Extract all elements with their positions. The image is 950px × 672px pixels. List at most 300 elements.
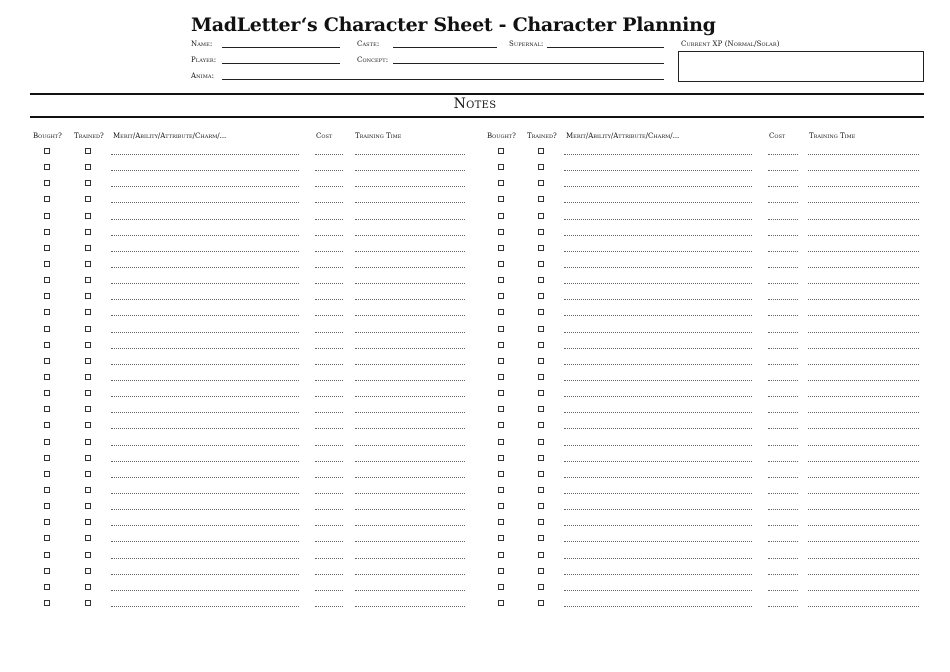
bought-checkbox[interactable] xyxy=(498,326,504,332)
item-field[interactable] xyxy=(111,445,299,446)
trained-checkbox[interactable] xyxy=(85,261,91,267)
cost-field[interactable] xyxy=(768,170,798,171)
item-field[interactable] xyxy=(111,170,299,171)
training-time-field[interactable] xyxy=(808,380,919,381)
cost-field[interactable] xyxy=(315,509,343,510)
training-time-field[interactable] xyxy=(355,364,465,365)
training-time-field[interactable] xyxy=(355,590,465,591)
trained-checkbox[interactable] xyxy=(538,519,544,525)
item-field[interactable] xyxy=(564,525,752,526)
trained-checkbox[interactable] xyxy=(85,180,91,186)
training-time-field[interactable] xyxy=(355,186,465,187)
cost-field[interactable] xyxy=(768,396,798,397)
cost-field[interactable] xyxy=(315,525,343,526)
item-field[interactable] xyxy=(111,283,299,284)
item-field[interactable] xyxy=(111,509,299,510)
cost-field[interactable] xyxy=(768,332,798,333)
bought-checkbox[interactable] xyxy=(44,600,50,606)
trained-checkbox[interactable] xyxy=(538,552,544,558)
item-field[interactable] xyxy=(564,477,752,478)
bought-checkbox[interactable] xyxy=(44,374,50,380)
cost-field[interactable] xyxy=(315,235,343,236)
trained-checkbox[interactable] xyxy=(538,229,544,235)
bought-checkbox[interactable] xyxy=(498,535,504,541)
trained-checkbox[interactable] xyxy=(538,342,544,348)
item-field[interactable] xyxy=(111,364,299,365)
header-bought-right: Bought? xyxy=(487,132,516,140)
cost-field[interactable] xyxy=(768,461,798,462)
cost-field[interactable] xyxy=(315,154,343,155)
item-field[interactable] xyxy=(111,461,299,462)
trained-checkbox[interactable] xyxy=(85,487,91,493)
training-time-field[interactable] xyxy=(355,445,465,446)
bought-checkbox[interactable] xyxy=(44,535,50,541)
item-field[interactable] xyxy=(564,364,752,365)
cost-field[interactable] xyxy=(315,396,343,397)
training-time-field[interactable] xyxy=(355,202,465,203)
bought-checkbox[interactable] xyxy=(498,277,504,283)
bought-checkbox[interactable] xyxy=(44,455,50,461)
item-field[interactable] xyxy=(564,315,752,316)
item-field[interactable] xyxy=(564,574,752,575)
item-field[interactable] xyxy=(564,283,752,284)
trained-checkbox[interactable] xyxy=(538,439,544,445)
trained-checkbox[interactable] xyxy=(538,471,544,477)
item-field[interactable] xyxy=(564,461,752,462)
bought-checkbox[interactable] xyxy=(498,439,504,445)
trained-checkbox[interactable] xyxy=(538,600,544,606)
trained-checkbox[interactable] xyxy=(85,309,91,315)
training-time-field[interactable] xyxy=(355,574,465,575)
training-time-field[interactable] xyxy=(355,558,465,559)
cost-field[interactable] xyxy=(315,170,343,171)
training-time-field[interactable] xyxy=(355,541,465,542)
item-field[interactable] xyxy=(564,509,752,510)
trained-checkbox[interactable] xyxy=(85,164,91,170)
trained-checkbox[interactable] xyxy=(85,584,91,590)
training-time-field[interactable] xyxy=(808,283,919,284)
trained-checkbox[interactable] xyxy=(538,535,544,541)
training-time-field[interactable] xyxy=(808,299,919,300)
cost-field[interactable] xyxy=(315,364,343,365)
cost-field[interactable] xyxy=(768,558,798,559)
trained-checkbox[interactable] xyxy=(85,196,91,202)
training-time-field[interactable] xyxy=(808,574,919,575)
bought-checkbox[interactable] xyxy=(498,519,504,525)
trained-checkbox[interactable] xyxy=(538,422,544,428)
trained-checkbox[interactable] xyxy=(538,358,544,364)
bought-checkbox[interactable] xyxy=(498,229,504,235)
trained-checkbox[interactable] xyxy=(85,293,91,299)
cost-field[interactable] xyxy=(768,477,798,478)
item-field[interactable] xyxy=(564,154,752,155)
bought-checkbox[interactable] xyxy=(498,293,504,299)
trained-checkbox[interactable] xyxy=(538,487,544,493)
bought-checkbox[interactable] xyxy=(498,374,504,380)
training-time-field[interactable] xyxy=(808,186,919,187)
training-time-field[interactable] xyxy=(355,477,465,478)
item-field[interactable] xyxy=(564,202,752,203)
bought-checkbox[interactable] xyxy=(498,503,504,509)
bought-checkbox[interactable] xyxy=(498,309,504,315)
cost-field[interactable] xyxy=(315,477,343,478)
trained-checkbox[interactable] xyxy=(85,213,91,219)
training-time-field[interactable] xyxy=(808,315,919,316)
item-field[interactable] xyxy=(111,428,299,429)
bought-checkbox[interactable] xyxy=(498,584,504,590)
bought-checkbox[interactable] xyxy=(44,148,50,154)
bought-checkbox[interactable] xyxy=(44,245,50,251)
bought-checkbox[interactable] xyxy=(44,422,50,428)
bought-checkbox[interactable] xyxy=(44,229,50,235)
bought-checkbox[interactable] xyxy=(498,487,504,493)
cost-field[interactable] xyxy=(768,154,798,155)
item-field[interactable] xyxy=(111,154,299,155)
bought-checkbox[interactable] xyxy=(498,455,504,461)
bought-checkbox[interactable] xyxy=(44,293,50,299)
bought-checkbox[interactable] xyxy=(44,180,50,186)
bought-checkbox[interactable] xyxy=(44,439,50,445)
trained-checkbox[interactable] xyxy=(85,148,91,154)
item-field[interactable] xyxy=(564,186,752,187)
trained-checkbox[interactable] xyxy=(538,164,544,170)
training-time-field[interactable] xyxy=(808,606,919,607)
training-time-field[interactable] xyxy=(808,493,919,494)
training-time-field[interactable] xyxy=(808,202,919,203)
training-time-field[interactable] xyxy=(808,396,919,397)
training-time-field[interactable] xyxy=(355,315,465,316)
training-time-field[interactable] xyxy=(808,348,919,349)
trained-checkbox[interactable] xyxy=(538,245,544,251)
trained-checkbox[interactable] xyxy=(85,342,91,348)
training-time-field[interactable] xyxy=(355,219,465,220)
bought-checkbox[interactable] xyxy=(44,213,50,219)
cost-field[interactable] xyxy=(768,315,798,316)
item-field[interactable] xyxy=(111,412,299,413)
training-time-field[interactable] xyxy=(355,283,465,284)
bought-checkbox[interactable] xyxy=(44,519,50,525)
item-field[interactable] xyxy=(564,541,752,542)
cost-field[interactable] xyxy=(768,493,798,494)
training-time-field[interactable] xyxy=(355,299,465,300)
bought-checkbox[interactable] xyxy=(498,196,504,202)
player-field[interactable] xyxy=(222,63,340,64)
training-time-field[interactable] xyxy=(808,251,919,252)
cost-field[interactable] xyxy=(768,219,798,220)
item-field[interactable] xyxy=(111,574,299,575)
training-time-field[interactable] xyxy=(355,348,465,349)
training-time-field[interactable] xyxy=(808,412,919,413)
cost-field[interactable] xyxy=(768,380,798,381)
trained-checkbox[interactable] xyxy=(538,374,544,380)
bought-checkbox[interactable] xyxy=(498,422,504,428)
bought-checkbox[interactable] xyxy=(44,471,50,477)
trained-checkbox[interactable] xyxy=(85,552,91,558)
bought-checkbox[interactable] xyxy=(44,568,50,574)
trained-checkbox[interactable] xyxy=(85,600,91,606)
bought-checkbox[interactable] xyxy=(44,390,50,396)
training-time-field[interactable] xyxy=(355,428,465,429)
bought-checkbox[interactable] xyxy=(498,568,504,574)
item-field[interactable] xyxy=(111,219,299,220)
item-field[interactable] xyxy=(564,332,752,333)
trained-checkbox[interactable] xyxy=(538,309,544,315)
supernal-field[interactable] xyxy=(547,47,664,48)
trained-checkbox[interactable] xyxy=(85,374,91,380)
cost-field[interactable] xyxy=(768,541,798,542)
anima-field[interactable] xyxy=(222,79,664,80)
trained-checkbox[interactable] xyxy=(538,180,544,186)
item-field[interactable] xyxy=(564,251,752,252)
trained-checkbox[interactable] xyxy=(538,406,544,412)
trained-checkbox[interactable] xyxy=(538,293,544,299)
cost-field[interactable] xyxy=(768,235,798,236)
cost-field[interactable] xyxy=(315,445,343,446)
cost-field[interactable] xyxy=(768,412,798,413)
trained-checkbox[interactable] xyxy=(85,471,91,477)
trained-checkbox[interactable] xyxy=(85,455,91,461)
training-time-field[interactable] xyxy=(355,251,465,252)
item-field[interactable] xyxy=(564,558,752,559)
header-training-time-left: Training Time xyxy=(355,132,402,140)
training-time-field[interactable] xyxy=(808,170,919,171)
item-field[interactable] xyxy=(564,267,752,268)
trained-checkbox[interactable] xyxy=(85,326,91,332)
item-field[interactable] xyxy=(111,541,299,542)
item-field[interactable] xyxy=(111,493,299,494)
bought-checkbox[interactable] xyxy=(498,552,504,558)
item-field[interactable] xyxy=(564,396,752,397)
cost-field[interactable] xyxy=(768,251,798,252)
cost-field[interactable] xyxy=(315,590,343,591)
cost-field[interactable] xyxy=(315,251,343,252)
item-field[interactable] xyxy=(111,396,299,397)
item-field[interactable] xyxy=(564,493,752,494)
cost-field[interactable] xyxy=(768,509,798,510)
training-time-field[interactable] xyxy=(808,509,919,510)
item-field[interactable] xyxy=(111,590,299,591)
item-field[interactable] xyxy=(564,590,752,591)
item-field[interactable] xyxy=(111,525,299,526)
trained-checkbox[interactable] xyxy=(538,584,544,590)
cost-field[interactable] xyxy=(768,606,798,607)
training-time-field[interactable] xyxy=(808,477,919,478)
training-time-field[interactable] xyxy=(355,606,465,607)
cost-field[interactable] xyxy=(315,541,343,542)
training-time-field[interactable] xyxy=(808,364,919,365)
caste-field[interactable] xyxy=(393,47,497,48)
bought-checkbox[interactable] xyxy=(44,326,50,332)
item-field[interactable] xyxy=(564,412,752,413)
cost-field[interactable] xyxy=(315,428,343,429)
bought-checkbox[interactable] xyxy=(44,358,50,364)
cost-field[interactable] xyxy=(315,315,343,316)
item-field[interactable] xyxy=(111,348,299,349)
trained-checkbox[interactable] xyxy=(538,390,544,396)
trained-checkbox[interactable] xyxy=(538,277,544,283)
trained-checkbox[interactable] xyxy=(538,213,544,219)
bought-checkbox[interactable] xyxy=(498,390,504,396)
bought-checkbox[interactable] xyxy=(498,148,504,154)
cost-field[interactable] xyxy=(768,299,798,300)
item-field[interactable] xyxy=(564,428,752,429)
training-time-field[interactable] xyxy=(355,396,465,397)
cost-field[interactable] xyxy=(315,558,343,559)
item-field[interactable] xyxy=(564,299,752,300)
cost-field[interactable] xyxy=(315,219,343,220)
bought-checkbox[interactable] xyxy=(498,342,504,348)
training-time-field[interactable] xyxy=(355,380,465,381)
bought-checkbox[interactable] xyxy=(498,213,504,219)
bought-checkbox[interactable] xyxy=(498,471,504,477)
trained-checkbox[interactable] xyxy=(85,535,91,541)
cost-field[interactable] xyxy=(768,202,798,203)
training-time-field[interactable] xyxy=(808,428,919,429)
item-field[interactable] xyxy=(111,332,299,333)
bought-checkbox[interactable] xyxy=(44,196,50,202)
bought-checkbox[interactable] xyxy=(44,503,50,509)
bought-checkbox[interactable] xyxy=(44,584,50,590)
item-field[interactable] xyxy=(111,558,299,559)
trained-checkbox[interactable] xyxy=(538,196,544,202)
trained-checkbox[interactable] xyxy=(538,455,544,461)
bought-checkbox[interactable] xyxy=(498,245,504,251)
bought-checkbox[interactable] xyxy=(44,487,50,493)
item-field[interactable] xyxy=(111,202,299,203)
item-field[interactable] xyxy=(564,219,752,220)
training-time-field[interactable] xyxy=(808,267,919,268)
item-field[interactable] xyxy=(111,186,299,187)
cost-field[interactable] xyxy=(315,412,343,413)
item-field[interactable] xyxy=(564,606,752,607)
trained-checkbox[interactable] xyxy=(85,422,91,428)
trained-checkbox[interactable] xyxy=(538,148,544,154)
bought-checkbox[interactable] xyxy=(498,180,504,186)
cost-field[interactable] xyxy=(315,186,343,187)
cost-field[interactable] xyxy=(768,364,798,365)
training-time-field[interactable] xyxy=(355,461,465,462)
cost-field[interactable] xyxy=(315,299,343,300)
cost-field[interactable] xyxy=(768,186,798,187)
cost-field[interactable] xyxy=(768,525,798,526)
trained-checkbox[interactable] xyxy=(85,439,91,445)
cost-field[interactable] xyxy=(315,348,343,349)
item-field[interactable] xyxy=(564,235,752,236)
training-time-field[interactable] xyxy=(355,267,465,268)
training-time-field[interactable] xyxy=(808,154,919,155)
trained-checkbox[interactable] xyxy=(85,229,91,235)
training-time-field[interactable] xyxy=(355,412,465,413)
cost-field[interactable] xyxy=(315,606,343,607)
training-time-field[interactable] xyxy=(808,332,919,333)
cost-field[interactable] xyxy=(315,202,343,203)
item-field[interactable] xyxy=(564,445,752,446)
trained-checkbox[interactable] xyxy=(85,503,91,509)
current-xp-label: Current XP (Normal/Solar) xyxy=(681,40,780,48)
training-time-field[interactable] xyxy=(355,525,465,526)
cost-field[interactable] xyxy=(315,493,343,494)
concept-field[interactable] xyxy=(393,63,664,64)
cost-field[interactable] xyxy=(768,428,798,429)
training-time-field[interactable] xyxy=(808,445,919,446)
name-field[interactable] xyxy=(222,47,340,48)
bought-checkbox[interactable] xyxy=(498,600,504,606)
cost-field[interactable] xyxy=(315,283,343,284)
training-time-field[interactable] xyxy=(355,332,465,333)
trained-checkbox[interactable] xyxy=(85,390,91,396)
bought-checkbox[interactable] xyxy=(498,406,504,412)
bought-checkbox[interactable] xyxy=(498,164,504,170)
item-field[interactable] xyxy=(564,348,752,349)
bought-checkbox[interactable] xyxy=(44,277,50,283)
trained-checkbox[interactable] xyxy=(85,406,91,412)
bought-checkbox[interactable] xyxy=(44,164,50,170)
training-time-field[interactable] xyxy=(808,525,919,526)
training-time-field[interactable] xyxy=(355,170,465,171)
cost-field[interactable] xyxy=(315,380,343,381)
item-field[interactable] xyxy=(111,235,299,236)
training-time-field[interactable] xyxy=(808,219,919,220)
training-time-field[interactable] xyxy=(808,590,919,591)
item-field[interactable] xyxy=(111,299,299,300)
cost-field[interactable] xyxy=(768,590,798,591)
trained-checkbox[interactable] xyxy=(85,358,91,364)
item-field[interactable] xyxy=(111,251,299,252)
cost-field[interactable] xyxy=(315,267,343,268)
bought-checkbox[interactable] xyxy=(44,406,50,412)
trained-checkbox[interactable] xyxy=(538,326,544,332)
item-field[interactable] xyxy=(111,267,299,268)
bought-checkbox[interactable] xyxy=(44,261,50,267)
cost-field[interactable] xyxy=(315,461,343,462)
trained-checkbox[interactable] xyxy=(85,277,91,283)
training-time-field[interactable] xyxy=(355,154,465,155)
cost-field[interactable] xyxy=(768,267,798,268)
trained-checkbox[interactable] xyxy=(85,519,91,525)
bought-checkbox[interactable] xyxy=(498,358,504,364)
cost-field[interactable] xyxy=(315,574,343,575)
training-time-field[interactable] xyxy=(808,558,919,559)
trained-checkbox[interactable] xyxy=(538,503,544,509)
training-time-field[interactable] xyxy=(808,541,919,542)
bought-checkbox[interactable] xyxy=(44,552,50,558)
cost-field[interactable] xyxy=(768,283,798,284)
item-field[interactable] xyxy=(564,170,752,171)
training-time-field[interactable] xyxy=(808,235,919,236)
trained-checkbox[interactable] xyxy=(85,245,91,251)
current-xp-box[interactable] xyxy=(678,51,924,82)
cost-field[interactable] xyxy=(768,445,798,446)
item-field[interactable] xyxy=(111,380,299,381)
item-field[interactable] xyxy=(111,606,299,607)
trained-checkbox[interactable] xyxy=(85,568,91,574)
training-time-field[interactable] xyxy=(355,235,465,236)
cost-field[interactable] xyxy=(768,574,798,575)
training-time-field[interactable] xyxy=(355,493,465,494)
item-field[interactable] xyxy=(111,477,299,478)
item-field[interactable] xyxy=(111,315,299,316)
bought-checkbox[interactable] xyxy=(44,342,50,348)
bought-checkbox[interactable] xyxy=(44,309,50,315)
trained-checkbox[interactable] xyxy=(538,568,544,574)
training-time-field[interactable] xyxy=(808,461,919,462)
cost-field[interactable] xyxy=(768,348,798,349)
trained-checkbox[interactable] xyxy=(538,261,544,267)
training-time-field[interactable] xyxy=(355,509,465,510)
item-field[interactable] xyxy=(564,380,752,381)
cost-field[interactable] xyxy=(315,332,343,333)
bought-checkbox[interactable] xyxy=(498,261,504,267)
